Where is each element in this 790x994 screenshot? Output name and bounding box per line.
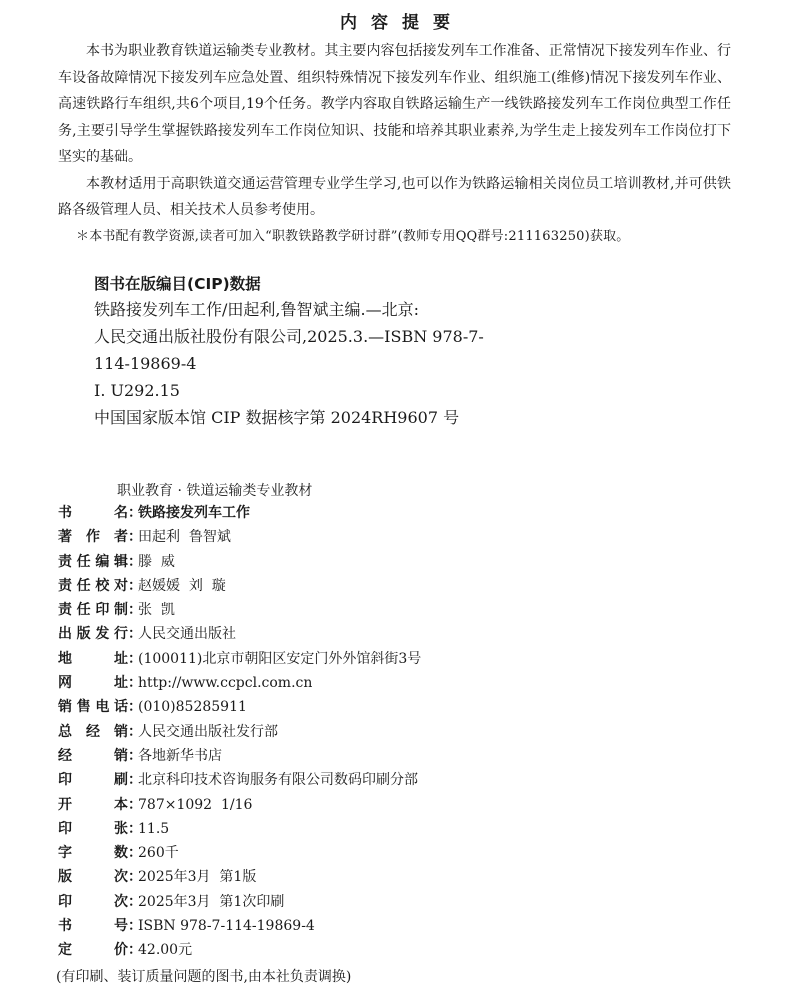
colophon-colon: ： xyxy=(128,845,142,862)
colophon-row xyxy=(58,526,698,550)
teaching-resource-note: ＊本书配有教学资源,读者可加入“职教铁路教学研讨群”(教师专用QQ群号:211163250)获取。 xyxy=(76,228,630,244)
colophon-value: 2025年3月 第1次印刷 xyxy=(138,893,285,910)
colophon-value: http://www.ccpcl.com.cn xyxy=(138,675,313,692)
colophon-row xyxy=(58,794,698,818)
colophon-colon: ： xyxy=(128,796,142,813)
colophon-colon: ： xyxy=(128,942,142,959)
colophon-label: 网址 xyxy=(58,675,128,692)
cip-heading: 图书在版编目(CIP)数据 xyxy=(94,275,261,293)
colophon-label: 版次 xyxy=(58,869,128,886)
colophon-label: 著作者 xyxy=(58,529,128,546)
colophon-value: 2025年3月 第1版 xyxy=(138,869,257,886)
colophon-row xyxy=(58,745,698,769)
colophon-row xyxy=(58,648,698,672)
cip-line: 铁路接发列车工作/田起利,鲁智斌主编.—北京: xyxy=(94,300,419,319)
colophon-value: 田起利 鲁智斌 xyxy=(138,529,231,546)
colophon-colon: ： xyxy=(128,650,142,667)
colophon-value: 张 凯 xyxy=(138,602,175,619)
colophon-colon: ： xyxy=(128,577,142,594)
cip-line: Ⅰ. U292.15 xyxy=(94,381,180,400)
footer-note: (有印刷、装订质量问题的图书,由本社负责调换) xyxy=(56,969,352,985)
colophon-row xyxy=(58,599,698,623)
colophon-row xyxy=(58,623,698,647)
summary-title: 内容提要 xyxy=(340,13,464,33)
colophon-label: 印张 xyxy=(58,820,128,837)
colophon-label: 责任校对 xyxy=(58,577,128,594)
colophon-label: 定价 xyxy=(58,942,128,959)
colophon-row xyxy=(58,502,698,526)
colophon-colon: ： xyxy=(128,553,142,570)
colophon-label: 字数 xyxy=(58,845,128,862)
summary-body xyxy=(58,38,731,250)
colophon-colon: ： xyxy=(128,529,142,546)
colophon-label: 印次 xyxy=(58,893,128,910)
colophon-row xyxy=(58,842,698,866)
colophon-label: 书号 xyxy=(58,918,128,935)
colophon-row xyxy=(58,891,698,915)
colophon-value: 铁路接发列车工作 xyxy=(138,505,250,521)
colophon-colon: ： xyxy=(128,918,142,935)
colophon-label: 出版发行 xyxy=(58,626,128,643)
colophon-label: 销售电话 xyxy=(58,699,128,716)
colophon-label: 责任印制 xyxy=(58,602,128,619)
colophon-colon: ： xyxy=(128,772,142,789)
colophon-value: 赵媛媛 刘 璇 xyxy=(138,577,226,594)
colophon-row xyxy=(58,915,698,939)
colophon-row xyxy=(58,551,698,575)
colophon-value: (010)85285911 xyxy=(138,699,247,716)
colophon-label: 书名 xyxy=(58,505,128,521)
series-name: 职业教育 · 铁道运输类专业教材 xyxy=(117,483,313,499)
colophon-colon: ： xyxy=(128,723,142,740)
colophon-label: 责任编辑 xyxy=(58,553,128,570)
colophon-colon: ： xyxy=(128,505,142,521)
cip-line: 114-19869-4 xyxy=(94,354,197,373)
colophon-label: 地址 xyxy=(58,650,128,667)
colophon-row xyxy=(58,672,698,696)
colophon-colon: ： xyxy=(128,747,142,764)
colophon-colon: ： xyxy=(128,820,142,837)
colophon-row xyxy=(58,866,698,890)
colophon-value: 42.00元 xyxy=(138,942,193,959)
colophon-row xyxy=(58,575,698,599)
colophon-label: 经销 xyxy=(58,747,128,764)
colophon-value: ISBN 978-7-114-19869-4 xyxy=(138,918,315,935)
colophon-colon: ： xyxy=(128,602,142,619)
summary-paragraph: 本教材适用于高职铁道交通运营管理专业学生学习,也可以作为铁路运输相关岗位员工培训教材,并可供铁路各级管理人员、相关技术人员参考使用。 xyxy=(58,175,731,218)
colophon-value: (100011)北京市朝阳区安定门外外馆斜街3号 xyxy=(138,650,422,667)
colophon-value: 11.5 xyxy=(138,820,170,837)
colophon-row xyxy=(58,939,698,963)
colophon-value: 滕 威 xyxy=(138,553,175,570)
colophon-value: 260千 xyxy=(138,845,179,862)
colophon-colon: ： xyxy=(128,869,142,886)
colophon-label: 总经销 xyxy=(58,723,128,740)
colophon-row xyxy=(58,696,698,720)
colophon-row xyxy=(58,721,698,745)
colophon-colon: ： xyxy=(128,699,142,716)
colophon-row xyxy=(58,769,698,793)
colophon-label: 印刷 xyxy=(58,772,128,789)
colophon-value: 787×1092 1/16 xyxy=(138,796,253,813)
colophon-label: 开本 xyxy=(58,796,128,813)
colophon-colon: ： xyxy=(128,626,142,643)
cip-line: 人民交通出版社股份有限公司,2025.3.—ISBN 978-7- xyxy=(94,327,484,346)
summary-paragraph: 本书为职业教育铁道运输类专业教材。其主要内容包括接发列车工作准备、正常情况下接发列车作业、行车设备故障情况下接发列车应急处置、组织特殊情况下接发列车作业、组织施工(维修)情况下接发列车作业、高速铁路行车组织,共6个项目,19个任务。教学内容取自铁路运输生产一线铁路接发列车工作岗位典型工作任务,主要引导学生掌握铁路接发列车工作岗位知识、技能和培养其职业素养,为学生走上接发列车工作岗位打下坚实的基础。 xyxy=(58,43,731,165)
colophon xyxy=(58,502,698,964)
colophon-value: 北京科印技术咨询服务有限公司数码印刷分部 xyxy=(138,772,418,789)
cip-line: 中国国家版本馆 CIP 数据核字第 2024RH9607 号 xyxy=(94,408,460,427)
colophon-value: 人民交通出版社发行部 xyxy=(138,723,278,740)
colophon-row xyxy=(58,818,698,842)
cip-data xyxy=(94,296,714,431)
colophon-colon: ： xyxy=(128,893,142,910)
colophon-value: 人民交通出版社 xyxy=(138,626,236,643)
colophon-value: 各地新华书店 xyxy=(138,747,222,764)
colophon-colon: ： xyxy=(128,675,142,692)
